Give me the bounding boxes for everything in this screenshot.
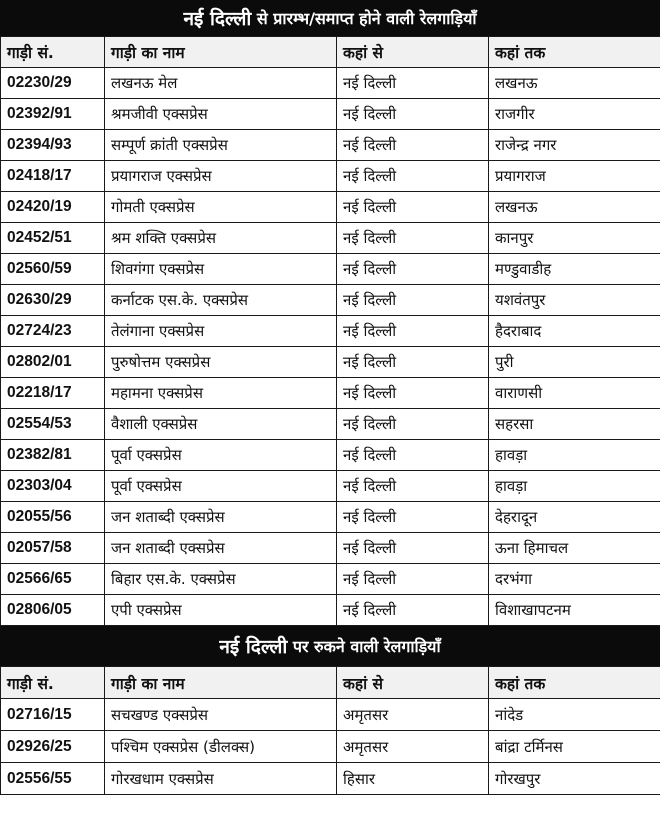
train-number-cell: 02630/29 (1, 285, 105, 316)
table-row (1, 192, 660, 223)
table-row (1, 595, 660, 626)
halting-trains-table (0, 666, 660, 795)
table-row (1, 99, 660, 130)
train-number-cell: 02802/01 (1, 347, 105, 378)
train-name-cell: बिहार एस.के. एक्सप्रेस (105, 564, 337, 595)
from-cell: हिसार (337, 763, 489, 795)
to-cell: नांदेड (489, 699, 660, 731)
header-from: कहां से (337, 37, 489, 68)
to-cell: बांद्रा टर्मिनस (489, 731, 660, 763)
train-name-cell: कर्नाटक एस.के. एक्सप्रेस (105, 285, 337, 316)
train-name-cell: पूर्वा एक्सप्रेस (105, 471, 337, 502)
from-cell: नई दिल्ली (337, 68, 489, 99)
train-name-cell: महामना एक्सप्रेस (105, 378, 337, 409)
table-header-row (1, 37, 660, 68)
table-row (1, 130, 660, 161)
train-number-cell: 02560/59 (1, 254, 105, 285)
table-row (1, 347, 660, 378)
to-cell: कानपुर (489, 223, 660, 254)
train-number-cell: 02418/17 (1, 161, 105, 192)
train-number-cell: 02716/15 (1, 699, 105, 731)
from-cell: नई दिल्ली (337, 471, 489, 502)
train-number-cell: 02566/65 (1, 564, 105, 595)
table-row (1, 731, 660, 763)
from-cell: नई दिल्ली (337, 440, 489, 471)
train-number-cell: 02057/58 (1, 533, 105, 564)
train-name-cell: सम्पूर्ण क्रांती एक्सप्रेस (105, 130, 337, 161)
to-cell: मण्डुवाडीह (489, 254, 660, 285)
train-number-cell: 02554/53 (1, 409, 105, 440)
train-name-cell: जन शताब्दी एक्सप्रेस (105, 533, 337, 564)
from-cell: नई दिल्ली (337, 595, 489, 626)
from-cell: नई दिल्ली (337, 254, 489, 285)
from-cell: नई दिल्ली (337, 316, 489, 347)
train-name-cell: एपी एक्सप्रेस (105, 595, 337, 626)
train-number-cell: 02230/29 (1, 68, 105, 99)
to-cell: वाराणसी (489, 378, 660, 409)
header-train-number: गाड़ी सं. (1, 667, 105, 699)
to-cell: लखनऊ (489, 68, 660, 99)
table-row (1, 440, 660, 471)
train-number-cell: 02452/51 (1, 223, 105, 254)
header-train-name: गाड़ी का नाम (105, 37, 337, 68)
from-cell: नई दिल्ली (337, 347, 489, 378)
table-row (1, 533, 660, 564)
train-number-cell: 02420/19 (1, 192, 105, 223)
table-row (1, 316, 660, 347)
table-row (1, 502, 660, 533)
table-row (1, 564, 660, 595)
train-name-cell: प्रयागराज एक्सप्रेस (105, 161, 337, 192)
header-to: कहां तक (489, 37, 660, 68)
header-from: कहां से (337, 667, 489, 699)
train-name-cell: पूर्वा एक्सप्रेस (105, 440, 337, 471)
table-header-row (1, 667, 660, 699)
train-number-cell: 02394/93 (1, 130, 105, 161)
to-cell: विशाखापटनम (489, 595, 660, 626)
train-name-cell: श्रमजीवी एक्सप्रेस (105, 99, 337, 130)
train-number-cell: 02806/05 (1, 595, 105, 626)
table-row (1, 161, 660, 192)
train-name-cell: पश्चिम एक्सप्रेस (डीलक्स) (105, 731, 337, 763)
to-cell: पुरी (489, 347, 660, 378)
train-number-cell: 02926/25 (1, 731, 105, 763)
from-cell: नई दिल्ली (337, 502, 489, 533)
from-cell: अमृतसर (337, 731, 489, 763)
section-1-title-rest: से प्रारम्भ/समाप्त होने वाली रेलगाड़ियाँ (256, 9, 477, 28)
header-train-number: गाड़ी सं. (1, 37, 105, 68)
to-cell: देहरादून (489, 502, 660, 533)
train-name-cell: शिवगंगा एक्सप्रेस (105, 254, 337, 285)
train-name-cell: सचखण्ड एक्सप्रेस (105, 699, 337, 731)
from-cell: अमृतसर (337, 699, 489, 731)
train-number-cell: 02556/55 (1, 763, 105, 795)
table-row (1, 763, 660, 795)
from-cell: नई दिल्ली (337, 409, 489, 440)
to-cell: दरभंगा (489, 564, 660, 595)
to-cell: हावड़ा (489, 440, 660, 471)
train-name-cell: श्रम शक्ति एक्सप्रेस (105, 223, 337, 254)
to-cell: सहरसा (489, 409, 660, 440)
from-cell: नई दिल्ली (337, 533, 489, 564)
train-name-cell: वैशाली एक्सप्रेस (105, 409, 337, 440)
origin-terminating-trains-table (0, 36, 660, 626)
to-cell: प्रयागराज (489, 161, 660, 192)
section-2-title-strong: नई दिल्ली (219, 636, 288, 658)
from-cell: नई दिल्ली (337, 161, 489, 192)
section-2-title-rest: पर रुकने वाली रेलगाड़ियाँ (292, 637, 441, 656)
train-number-cell: 02055/56 (1, 502, 105, 533)
table-row (1, 68, 660, 99)
section-1-title (0, 0, 660, 36)
table-row (1, 378, 660, 409)
header-train-name: गाड़ी का नाम (105, 667, 337, 699)
table-row (1, 699, 660, 731)
to-cell: राजेन्द्र नगर (489, 130, 660, 161)
train-name-cell: गोरखधाम एक्सप्रेस (105, 763, 337, 795)
table-body (1, 699, 660, 795)
from-cell: नई दिल्ली (337, 378, 489, 409)
table-body (1, 68, 660, 626)
from-cell: नई दिल्ली (337, 192, 489, 223)
table-row (1, 254, 660, 285)
header-to: कहां तक (489, 667, 660, 699)
table-row (1, 223, 660, 254)
train-name-cell: जन शताब्दी एक्सप्रेस (105, 502, 337, 533)
section-1-title-strong: नई दिल्ली (183, 8, 252, 30)
table-row (1, 409, 660, 440)
train-number-cell: 02724/23 (1, 316, 105, 347)
train-number-cell: 02303/04 (1, 471, 105, 502)
train-name-cell: पुरुषोत्तम एक्सप्रेस (105, 347, 337, 378)
to-cell: यशवंतपुर (489, 285, 660, 316)
to-cell: गोरखपुर (489, 763, 660, 795)
train-number-cell: 02392/91 (1, 99, 105, 130)
train-number-cell: 02218/17 (1, 378, 105, 409)
from-cell: नई दिल्ली (337, 564, 489, 595)
from-cell: नई दिल्ली (337, 130, 489, 161)
train-name-cell: गोमती एक्सप्रेस (105, 192, 337, 223)
train-number-cell: 02382/81 (1, 440, 105, 471)
from-cell: नई दिल्ली (337, 223, 489, 254)
from-cell: नई दिल्ली (337, 285, 489, 316)
to-cell: लखनऊ (489, 192, 660, 223)
train-name-cell: लखनऊ मेल (105, 68, 337, 99)
train-name-cell: तेलंगाना एक्सप्रेस (105, 316, 337, 347)
to-cell: हैदराबाद (489, 316, 660, 347)
table-row (1, 285, 660, 316)
section-2-title (0, 626, 660, 666)
to-cell: राजगीर (489, 99, 660, 130)
table-row (1, 471, 660, 502)
to-cell: हावड़ा (489, 471, 660, 502)
from-cell: नई दिल्ली (337, 99, 489, 130)
to-cell: ऊना हिमाचल (489, 533, 660, 564)
